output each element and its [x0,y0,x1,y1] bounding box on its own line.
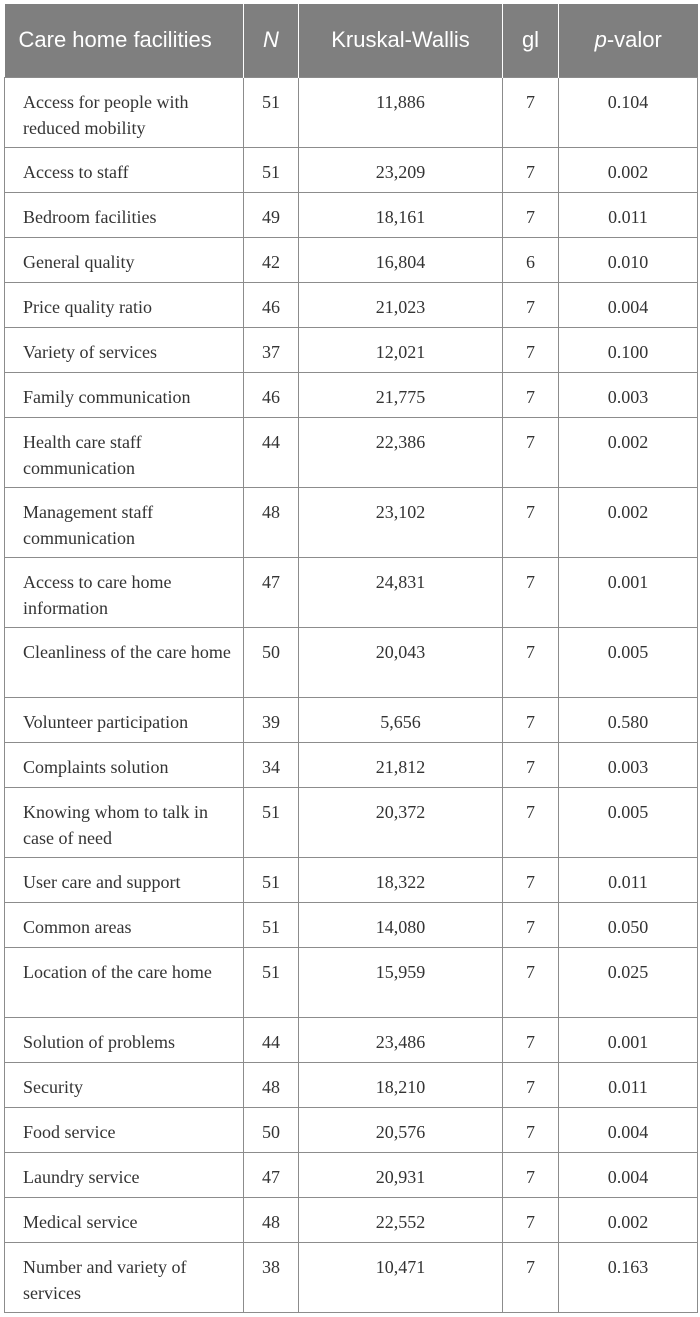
cell-gl: 7 [503,1107,559,1152]
cell-n: 51 [244,902,299,947]
cell-p-valor: 0.011 [559,1062,698,1107]
cell-facility: Volunteer participation [5,697,244,742]
table-row [5,1107,698,1152]
cell-n: 37 [244,327,299,372]
table-row [5,1242,698,1312]
cell-n: 51 [244,857,299,902]
cell-gl: 7 [503,697,559,742]
cell-p-valor: 0.003 [559,742,698,787]
table-row [5,327,698,372]
cell-gl: 7 [503,1152,559,1197]
cell-gl: 7 [503,1017,559,1062]
cell-p-valor: 0.011 [559,192,698,237]
cell-facility: Access to staff [5,147,244,192]
cell-n: 51 [244,147,299,192]
cell-kruskal-wallis: 20,043 [299,627,503,697]
cell-n: 47 [244,1152,299,1197]
cell-facility: Variety of services [5,327,244,372]
cell-gl: 7 [503,787,559,857]
cell-n: 48 [244,1062,299,1107]
cell-facility: Management staff communication [5,487,244,557]
cell-gl: 7 [503,147,559,192]
table-row [5,1062,698,1107]
cell-kruskal-wallis: 16,804 [299,237,503,282]
cell-kruskal-wallis: 20,576 [299,1107,503,1152]
cell-gl: 7 [503,1242,559,1312]
cell-facility: Location of the care home [5,947,244,1017]
cell-n: 47 [244,557,299,627]
table-row [5,237,698,282]
cell-facility: General quality [5,237,244,282]
cell-facility: Family communication [5,372,244,417]
cell-gl: 7 [503,1062,559,1107]
cell-n: 39 [244,697,299,742]
cell-facility: Medical service [5,1197,244,1242]
cell-gl: 7 [503,1197,559,1242]
cell-gl: 7 [503,902,559,947]
cell-n: 49 [244,192,299,237]
table-row [5,147,698,192]
cell-kruskal-wallis: 23,209 [299,147,503,192]
cell-kruskal-wallis: 20,931 [299,1152,503,1197]
table-row [5,947,698,1017]
cell-kruskal-wallis: 15,959 [299,947,503,1017]
cell-kruskal-wallis: 12,021 [299,327,503,372]
header-n: N [244,4,299,77]
cell-p-valor: 0.025 [559,947,698,1017]
cell-gl: 7 [503,557,559,627]
kruskal-wallis-table [4,4,698,1313]
cell-p-valor: 0.003 [559,372,698,417]
cell-p-valor: 0.050 [559,902,698,947]
cell-kruskal-wallis: 22,386 [299,417,503,487]
cell-kruskal-wallis: 18,322 [299,857,503,902]
cell-gl: 7 [503,282,559,327]
cell-p-valor: 0.001 [559,557,698,627]
cell-p-valor: 0.011 [559,857,698,902]
cell-facility: Health care staff communication [5,417,244,487]
cell-p-valor: 0.004 [559,282,698,327]
cell-p-valor: 0.002 [559,1197,698,1242]
cell-n: 44 [244,1017,299,1062]
cell-p-valor: 0.004 [559,1107,698,1152]
cell-facility: User care and support [5,857,244,902]
cell-facility: Solution of problems [5,1017,244,1062]
header-gl: gl [503,4,559,77]
cell-n: 50 [244,1107,299,1152]
cell-p-valor: 0.580 [559,697,698,742]
cell-p-valor: 0.002 [559,147,698,192]
table-row [5,372,698,417]
cell-gl: 6 [503,237,559,282]
cell-kruskal-wallis: 23,102 [299,487,503,557]
table-row [5,742,698,787]
cell-n: 48 [244,1197,299,1242]
cell-n: 51 [244,947,299,1017]
cell-p-valor: 0.010 [559,237,698,282]
table-row [5,1152,698,1197]
table-row [5,857,698,902]
cell-n: 48 [244,487,299,557]
cell-gl: 7 [503,487,559,557]
cell-facility: Access to care home information [5,557,244,627]
cell-facility: Security [5,1062,244,1107]
cell-gl: 7 [503,327,559,372]
cell-gl: 7 [503,417,559,487]
cell-kruskal-wallis: 20,372 [299,787,503,857]
header-facilities: Care home facilities [5,4,244,77]
cell-facility: Cleanliness of the care home [5,627,244,697]
cell-p-valor: 0.005 [559,787,698,857]
table-row [5,627,698,697]
cell-kruskal-wallis: 21,023 [299,282,503,327]
cell-kruskal-wallis: 21,812 [299,742,503,787]
cell-kruskal-wallis: 24,831 [299,557,503,627]
cell-n: 46 [244,282,299,327]
cell-kruskal-wallis: 18,210 [299,1062,503,1107]
header-row [5,4,698,77]
cell-p-valor: 0.001 [559,1017,698,1062]
cell-gl: 7 [503,372,559,417]
cell-p-valor: 0.005 [559,627,698,697]
cell-p-valor: 0.104 [559,77,698,147]
cell-facility: Access for people with reduced mobility [5,77,244,147]
cell-kruskal-wallis: 10,471 [299,1242,503,1312]
cell-kruskal-wallis: 18,161 [299,192,503,237]
cell-n: 51 [244,787,299,857]
table-row [5,192,698,237]
table-row [5,1017,698,1062]
cell-facility: Food service [5,1107,244,1152]
table-row [5,902,698,947]
cell-p-valor: 0.002 [559,417,698,487]
cell-n: 51 [244,77,299,147]
cell-n: 50 [244,627,299,697]
table-row [5,282,698,327]
cell-facility: Number and variety of services [5,1242,244,1312]
header-p-valor [559,4,698,77]
table-row [5,1197,698,1242]
cell-p-valor: 0.004 [559,1152,698,1197]
cell-facility: Price quality ratio [5,282,244,327]
cell-p-valor: 0.163 [559,1242,698,1312]
header-p-italic: p [594,27,607,53]
cell-facility: Bedroom facilities [5,192,244,237]
cell-n: 46 [244,372,299,417]
table-row [5,697,698,742]
cell-gl: 7 [503,947,559,1017]
header-p-rest: -valor [606,27,662,53]
table-body [5,77,698,1312]
cell-kruskal-wallis: 22,552 [299,1197,503,1242]
cell-facility: Knowing whom to talk in case of need [5,787,244,857]
table-row [5,417,698,487]
cell-n: 44 [244,417,299,487]
cell-gl: 7 [503,627,559,697]
table-row [5,557,698,627]
cell-gl: 7 [503,742,559,787]
cell-kruskal-wallis: 5,656 [299,697,503,742]
cell-n: 34 [244,742,299,787]
cell-facility: Common areas [5,902,244,947]
table-row [5,77,698,147]
cell-kruskal-wallis: 14,080 [299,902,503,947]
table-row [5,487,698,557]
cell-kruskal-wallis: 23,486 [299,1017,503,1062]
cell-n: 38 [244,1242,299,1312]
cell-n: 42 [244,237,299,282]
cell-p-valor: 0.100 [559,327,698,372]
header-kruskal-wallis: Kruskal-Wallis [299,4,503,77]
cell-kruskal-wallis: 11,886 [299,77,503,147]
cell-gl: 7 [503,192,559,237]
cell-gl: 7 [503,857,559,902]
cell-facility: Complaints solution [5,742,244,787]
cell-facility: Laundry service [5,1152,244,1197]
table-row [5,787,698,857]
cell-gl: 7 [503,77,559,147]
cell-kruskal-wallis: 21,775 [299,372,503,417]
cell-p-valor: 0.002 [559,487,698,557]
